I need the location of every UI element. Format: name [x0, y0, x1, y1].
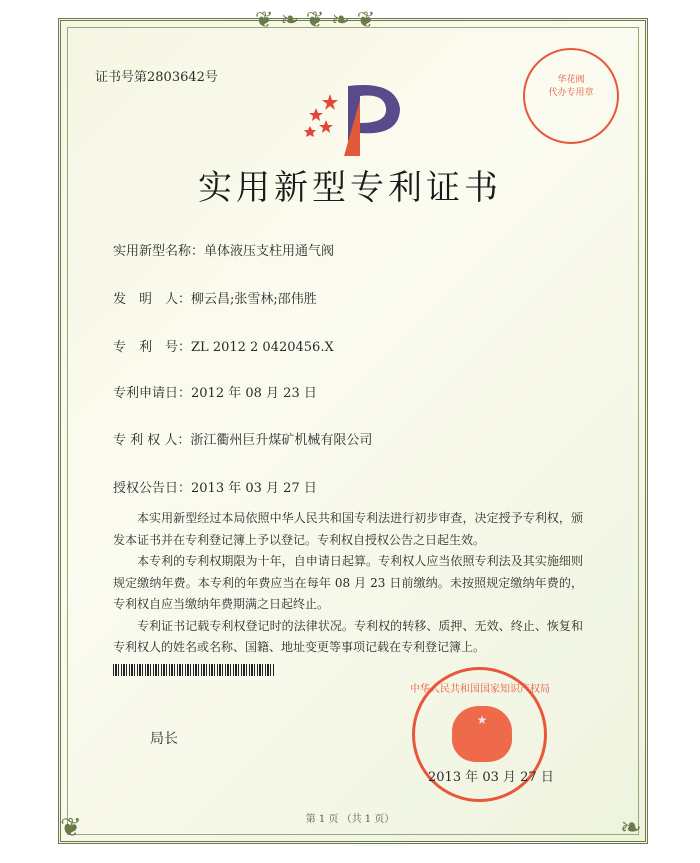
field-name: 实用新型名称：单体液压支柱用通气阀	[113, 244, 335, 259]
certificate-body: 本实用新型经过本局依照中华人民共和国专利法进行初步审查，决定授予专利权，颁发本证书并在专利登记簿上予以登记。专利权自授权公告之日起生效。 本专利的专利权期限为十年，自申请日起算。专利权人应当依照专利法及其实施细则规定缴纳年费。本专利的年费应当在每年 08 月 23 日前缴纳。未按照规定缴纳年费的，专利权自应当缴纳年费期满之日起终止。 专利证书记载专利权登记时的法律状况。专利权的转移、质押、无效、终止、恢复和专利权人的姓名或名称、国籍、地址变更等事项记载在专利登记簿上。	[113, 511, 583, 654]
agency-seal: 华花阀 代办专用章	[523, 48, 619, 144]
field-inventors: 发 明 人：柳云昌;张雪林;邵伟胜	[113, 292, 317, 307]
page-title: 实用新型专利证书	[198, 168, 502, 208]
top-ornament-icon: ❦ ❧ ❦ ❧ ❦	[255, 8, 376, 33]
field-patent-number: 专 利 号：ZL 2012 2 0420456.X	[113, 340, 334, 355]
page-footer: 第 1 页 （共 1 页）	[305, 814, 395, 825]
official-seal-text: 中华人民共和国国家知识产权局	[410, 684, 550, 695]
field-application-date: 专利申请日：2012 年 08 月 23 日	[113, 386, 317, 401]
corner-ornament-icon: ❧	[620, 813, 642, 843]
director-label: 局长	[150, 731, 178, 747]
field-grant-date: 授权公告日：2013 年 03 月 27 日	[113, 481, 317, 496]
field-patentee: 专 利 权 人：浙江衢州巨升煤矿机械有限公司	[113, 433, 373, 448]
barcode	[113, 664, 275, 676]
national-emblem-icon: ★	[452, 706, 512, 762]
certificate-number: 证书号第2803642号	[95, 70, 218, 85]
corner-ornament-icon: ❦	[60, 813, 82, 843]
seal-date: 2013 年 03 月 27 日	[428, 770, 554, 785]
patent-office-logo	[300, 78, 405, 158]
